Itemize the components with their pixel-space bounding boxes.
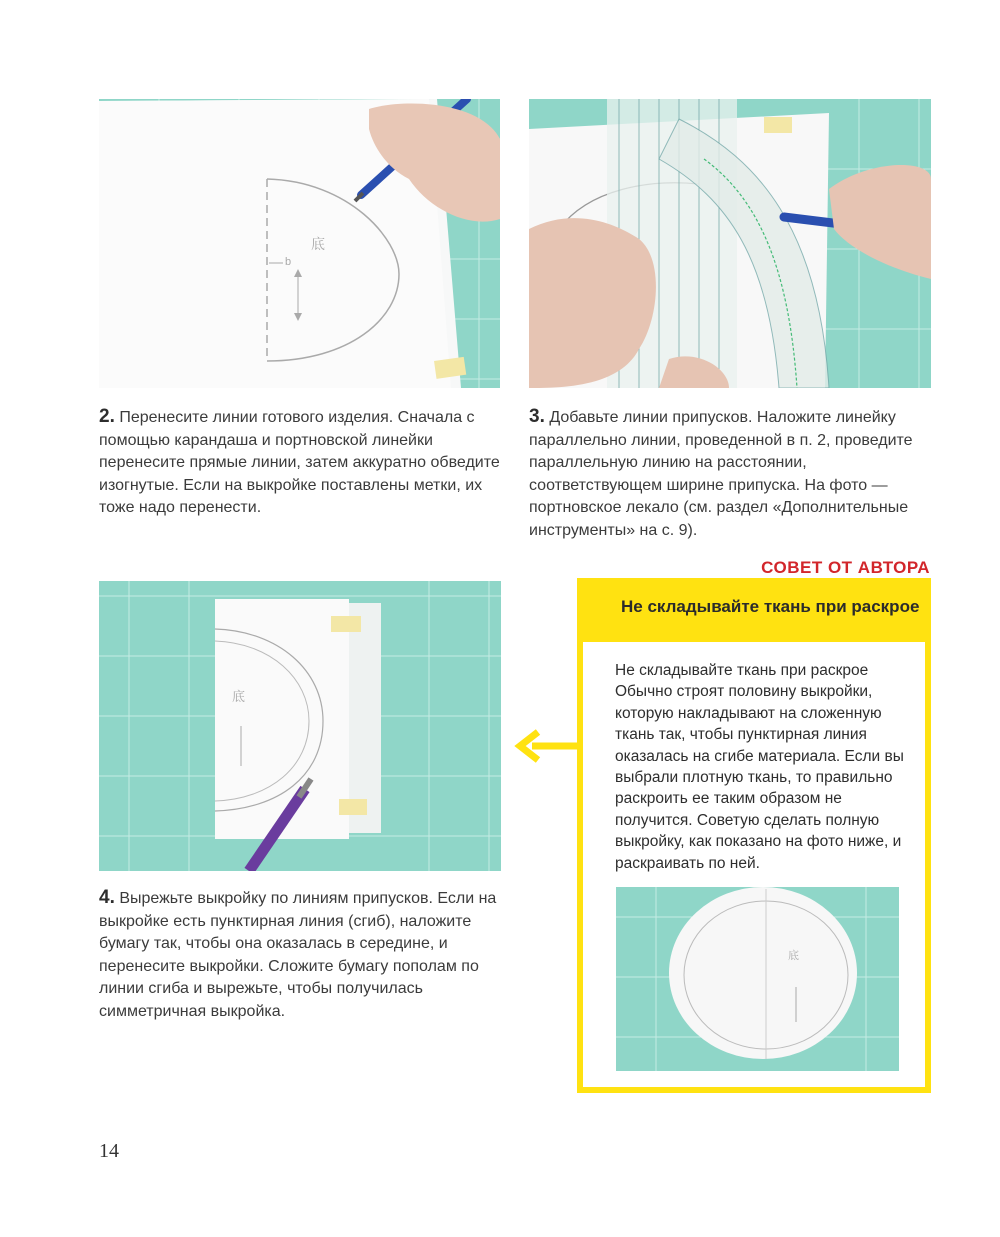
kanji-mark: 底 xyxy=(788,950,799,962)
step-2-text xyxy=(99,406,501,520)
step-description: Добавьте линии припусков. Наложите линейку параллельно линии, проведенной в п. 2, проведите параллельную линию на расстоянии, соответствующем ширине припуска. На фото — портновское лекало (см. раздел «Дополнительные инструменты» на с. 9). xyxy=(529,409,913,539)
step-description: Вырежьте выкройку по линиям припусков. Если на выкройке есть пунктирная линия (сгиб), наложите бумагу так, чтобы она оказалась в середине, и перенесите выкройки. Сложите бумагу пополам по линии сгиба и вырежьте, чтобы получилась симметричная выкройка. xyxy=(99,890,497,1020)
tip-body: Не складывайте ткань при раскрое Обычно строят половину выкройки, которую накладывают на сложенную ткань так, чтобы пунктирная линия оказалась на сгибе материала. Если вы выбрали плотную ткань, то правильно раскроить ее таким образом не получится. Советую сделать полную выкройку, как показано на фото ниже, и раскраивать по ней. xyxy=(615,662,904,872)
tip-label: СОВЕТ ОТ АВТОРА xyxy=(761,558,930,577)
kanji-mark: 底 xyxy=(232,689,246,704)
photo-step-2 xyxy=(99,99,500,388)
photo-step-3 xyxy=(529,99,931,388)
kanji-mark: 底 xyxy=(311,236,325,252)
photo-step-4 xyxy=(99,581,501,871)
step-number: 3. xyxy=(529,406,545,427)
step-number: 2. xyxy=(99,406,115,427)
page-number: 14 xyxy=(99,1140,119,1162)
step-4-text xyxy=(99,887,501,1023)
step-number: 4. xyxy=(99,887,115,908)
step-description: Перенесите линии готового изделия. Сначала с помощью карандаша и портновской линейки перенесите прямые линии, затем аккуратно обведите изогнутые. Если на выкройке поставлены метки, их тоже надо перенести. xyxy=(99,409,500,516)
step-3-text xyxy=(529,406,931,542)
author-tip-box xyxy=(577,578,931,1093)
tip-title: Не складывайте ткань при раскрое xyxy=(583,584,925,642)
seam-mark: b xyxy=(285,256,292,268)
tip-photo-full-pattern xyxy=(616,887,899,1071)
